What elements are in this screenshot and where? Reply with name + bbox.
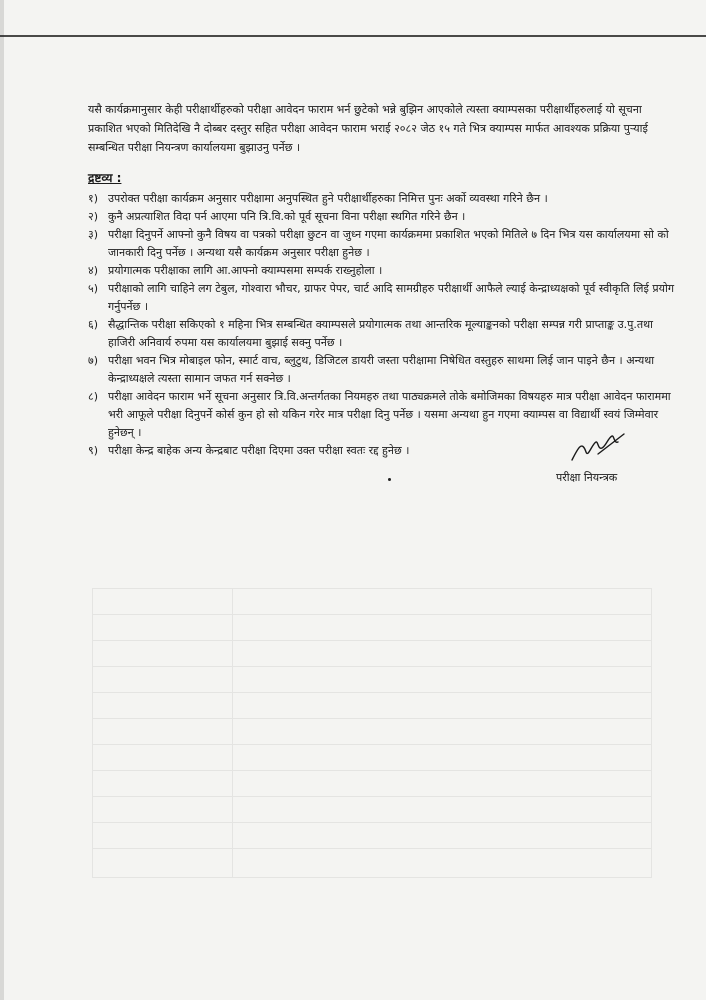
note-number: १) — [88, 192, 99, 205]
top-rule — [0, 35, 706, 37]
signatory-designation: परीक्षा नियन्त्रक — [556, 471, 618, 484]
note-text: कुनै अप्रत्याशित विदा पर्न आएमा पनि त्रि.वि.को पूर्व सूचना विना परीक्षा स्थगित गरिने छैन । — [108, 210, 466, 223]
note-text: परीक्षा भवन भित्र मोबाइल फोन, स्मार्ट वाच, ब्लुटुथ, डिजिटल डायरी जस्ता परीक्षामा निषेधित वस्तुहरु साथमा लिई जान पाइने छैन । अन्यथा केन्द्राध्यक्षले त्यस्ता सामान जफत गर्न सक्नेछ । — [108, 354, 655, 385]
note-number: ६) — [88, 318, 99, 331]
note-item — [88, 352, 678, 388]
note-text: प्रयोगात्मक परीक्षाका लागि आ.आफ्नो क्याम्पसमा सम्पर्क राख्नुहोला । — [108, 264, 383, 277]
note-text: परीक्षा केन्द्र बाहेक अन्य केन्द्रबाट परीक्षा दिएमा उक्त परीक्षा स्वतः रद्द हुनेछ । — [108, 444, 410, 457]
note-item — [88, 280, 678, 316]
note-number: ४) — [88, 264, 99, 277]
note-text: परीक्षाको लागि चाहिने लग टेबुल, गोश्वारा भौचर, ग्राफर पेपर, चार्ट आदि सामग्रीहरु परीक्षार्थी आफैले ल्याई केन्द्राध्यक्षको पूर्व स्वीकृति लिई प्रयोग गर्नुपर्नेछ । — [108, 282, 675, 313]
note-number: २) — [88, 210, 99, 223]
scan-edge — [0, 0, 4, 1000]
note-number: ३) — [88, 228, 99, 241]
note-number: ८) — [88, 390, 99, 403]
note-item — [88, 190, 678, 208]
note-item — [88, 316, 678, 352]
note-item — [88, 262, 678, 280]
note-text: परीक्षा दिनुपर्ने आफ्नो कुनै विषय वा पत्रको परीक्षा छुटन वा जुध्न गएमा कार्यक्रममा प्रकाशित भएको मितिले ७ दिन भित्र यस कार्यालयमा सो को जानकारी दिनु पर्नेछ । अन्यथा यसै कार्यक्रम अनुसार परीक्षा हुनेछ । — [108, 228, 669, 259]
note-number: ९) — [88, 444, 99, 457]
intro-paragraph: यसै कार्यक्रमानुसार केही परीक्षार्थीहरुको परीक्षा आवेदन फाराम भर्न छुटेको भन्ने बुझिन आएकोले त्यस्ता क्याम्पसका परीक्षार्थीहरुलाई यो सूचना प्रकाशित भएको मितिदेखि नै दोब्बर दस्तुर सहित परीक्षा आवेदन फाराम भराई २०८२ जेठ १५ गते भित्र क्याम्पस मार्फत आवश्यक प्रक्रिया पुऱ्याई सम्बन्धित परीक्षा नियन्त्रण कार्यालयमा बुझाउनु पर्नेछ । — [88, 103, 648, 154]
notice-body — [88, 100, 678, 460]
note-number: ५) — [88, 282, 99, 295]
signature-mark — [568, 430, 628, 466]
notes-heading: द्रष्टव्य : — [88, 171, 122, 185]
note-item — [88, 208, 678, 226]
note-text: उपरोक्त परीक्षा कार्यक्रम अनुसार परीक्षामा अनुपस्थित हुने परीक्षार्थीहरुका निमित्त पुनः अर्को व्यवस्था गरिने छैन । — [108, 192, 548, 205]
note-text: परीक्षा आवेदन फाराम भर्ने सूचना अनुसार त्रि.वि.अन्तर्गतका नियमहरु तथा पाठ्यक्रमले तोके बमोजिमका विषयहरु मात्र परीक्षा आवेदन फाराममा भरी आफूले परीक्षा दिनुपर्ने कोर्स कुन हो सो यकिन गरेर मात्र परीक्षा दिनु पर्नेछ । यसमा अन्यथा हुन गएमा क्याम्पस वा विद्यार्थी स्वयं जिम्मेवार हुनेछन् । — [108, 390, 671, 439]
note-text: सैद्धान्तिक परीक्षा सकिएको १ महिना भित्र सम्बन्धित क्याम्पसले प्रयोगात्मक तथा आन्तरिक मूल्याङ्कनको परीक्षा सम्पन्न गरी प्राप्ताङ्क उ.पु.तथा हाजिरी अनिवार्य रुपमा यस कार्यालयमा बुझाई सक्नु पर्नेछ । — [108, 318, 654, 349]
notes-list — [88, 190, 678, 460]
note-number: ७) — [88, 354, 99, 367]
bleed-through-table — [92, 588, 652, 878]
speck — [388, 478, 391, 481]
note-item — [88, 226, 678, 262]
